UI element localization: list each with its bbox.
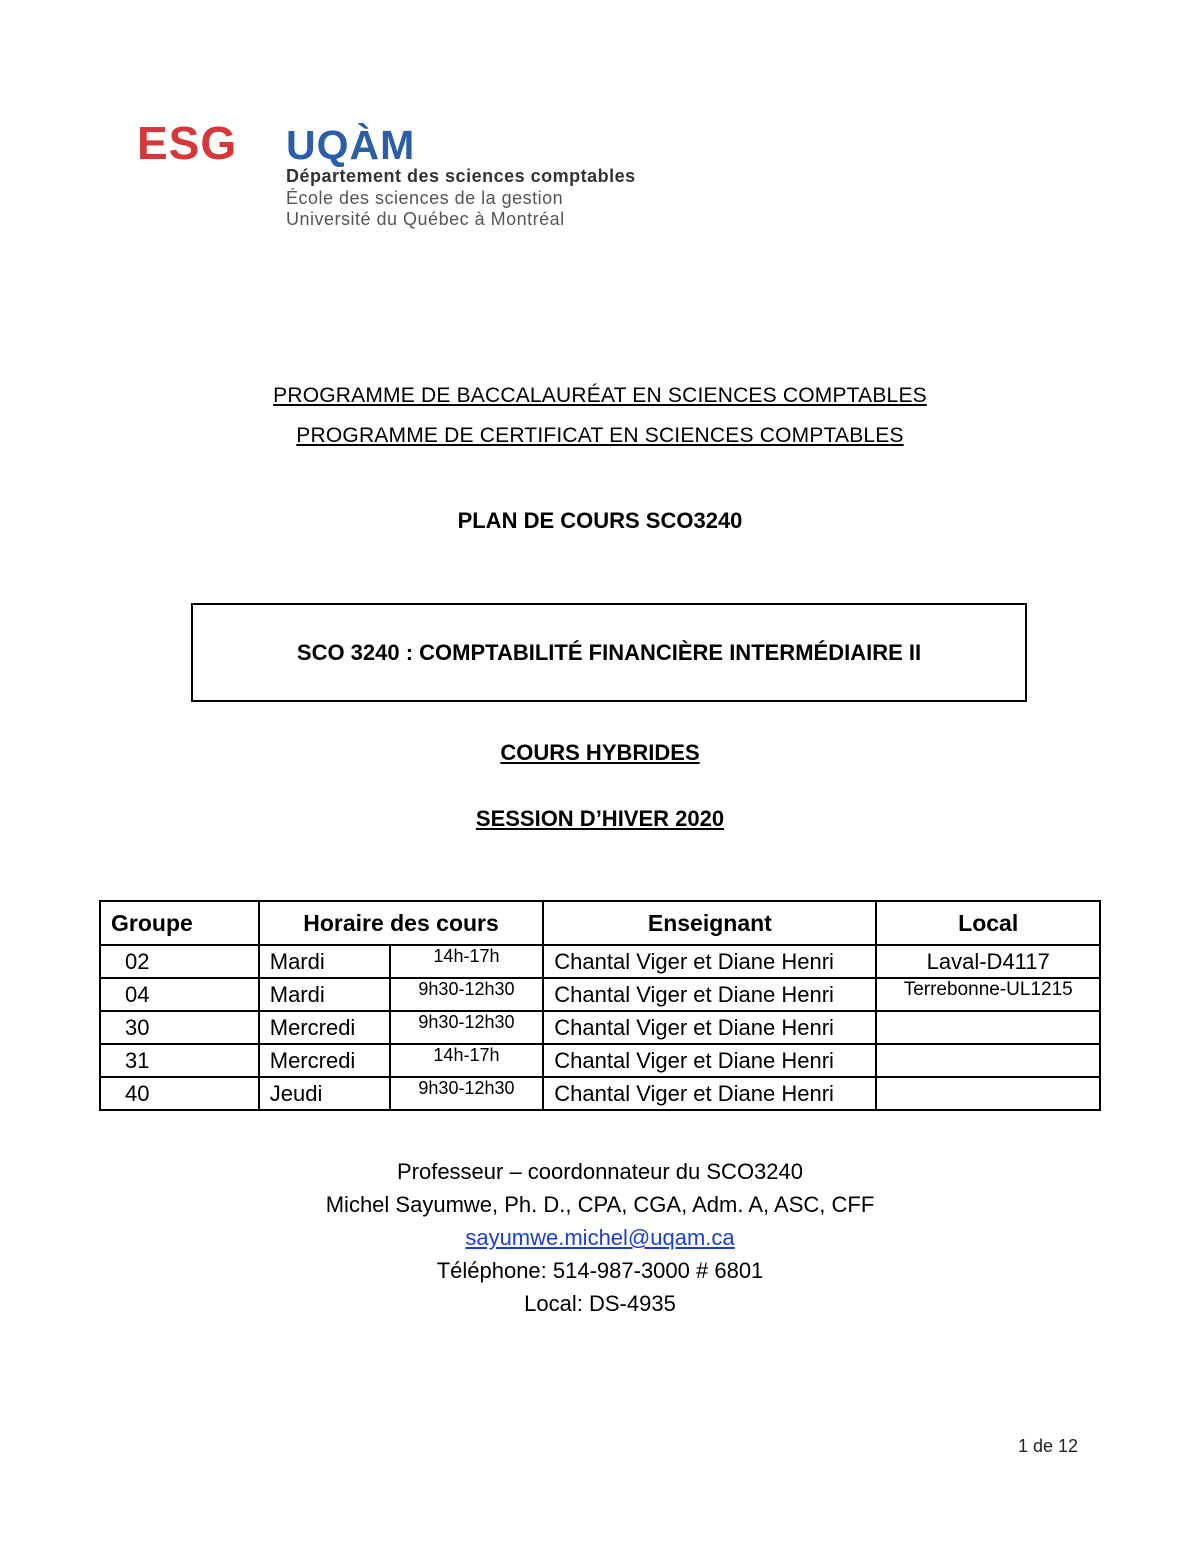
header-groupe: Groupe [100,901,259,945]
cell-jour: Jeudi [259,1077,390,1110]
cell-jour: Mardi [259,945,390,978]
course-mode: COURS HYBRIDES [500,740,700,765]
cell-groupe: 40 [100,1077,259,1110]
school-name: École des sciences de la gestion [286,188,564,208]
department-name: Département des sciences comptables [286,166,636,186]
cell-local: Laval-D4117 [876,945,1100,978]
cell-local [876,1011,1100,1044]
professor-role: Professeur – coordonnateur du SCO3240 [396,1159,804,1184]
cell-heure: 9h30-12h30 [390,1077,544,1110]
course-title: SCO 3240 : COMPTABILITÉ FINANCIÈRE INTERMÉDIAIRE II [296,639,922,665]
schedule-table [99,900,1101,1111]
cell-enseignant: Chantal Viger et Diane Henri [543,978,876,1011]
esg-logo: ESG [137,117,238,169]
professor-email-link[interactable]: sayumwe.michel@uqam.ca [465,1225,735,1250]
plan-title: PLAN DE COURS SCO3240 [457,508,743,533]
table-row [100,945,1100,978]
table-row [100,1077,1100,1110]
header-horaire: Horaire des cours [259,901,544,945]
program-bacc-title: PROGRAMME DE BACCALAURÉAT EN SCIENCES COMPTABLES [273,384,927,407]
cell-heure: 9h30-12h30 [390,978,544,1011]
session-title: SESSION D’HIVER 2020 [475,806,725,831]
cell-jour: Mercredi [259,1044,390,1077]
table-row [100,978,1100,1011]
cell-heure: 9h30-12h30 [390,1011,544,1044]
cell-local [876,1044,1100,1077]
cell-enseignant: Chantal Viger et Diane Henri [543,1011,876,1044]
cell-groupe: 31 [100,1044,259,1077]
professor-office: Local: DS-4935 [524,1291,676,1316]
cell-groupe: 02 [100,945,259,978]
table-row [100,1011,1100,1044]
cell-enseignant: Chantal Viger et Diane Henri [543,1077,876,1110]
cell-enseignant: Chantal Viger et Diane Henri [543,945,876,978]
university-name: Université du Québec à Montréal [286,209,565,229]
cell-heure: 14h-17h [390,945,544,978]
course-title-box [191,603,1027,702]
page-number: 1 de 12 [1018,1436,1079,1456]
cell-jour: Mardi [259,978,390,1011]
cell-enseignant: Chantal Viger et Diane Henri [543,1044,876,1077]
table-row [100,1044,1100,1077]
cell-jour: Mercredi [259,1011,390,1044]
table-header-row [100,901,1100,945]
cell-local: Terrebonne-UL1215 [876,978,1100,1011]
professor-name: Michel Sayumwe, Ph. D., CPA, CGA, Adm. A, ASC, CFF [325,1192,875,1217]
cell-groupe: 04 [100,978,259,1011]
uqam-logo: UQÀM [286,122,416,168]
cell-heure: 14h-17h [390,1044,544,1077]
professor-phone: Téléphone: 514-987-3000 # 6801 [436,1258,764,1283]
header-local: Local [876,901,1100,945]
cell-local [876,1077,1100,1110]
program-cert-title: PROGRAMME DE CERTIFICAT EN SCIENCES COMPTABLES [296,424,904,447]
header-enseignant: Enseignant [543,901,876,945]
cell-groupe: 30 [100,1011,259,1044]
